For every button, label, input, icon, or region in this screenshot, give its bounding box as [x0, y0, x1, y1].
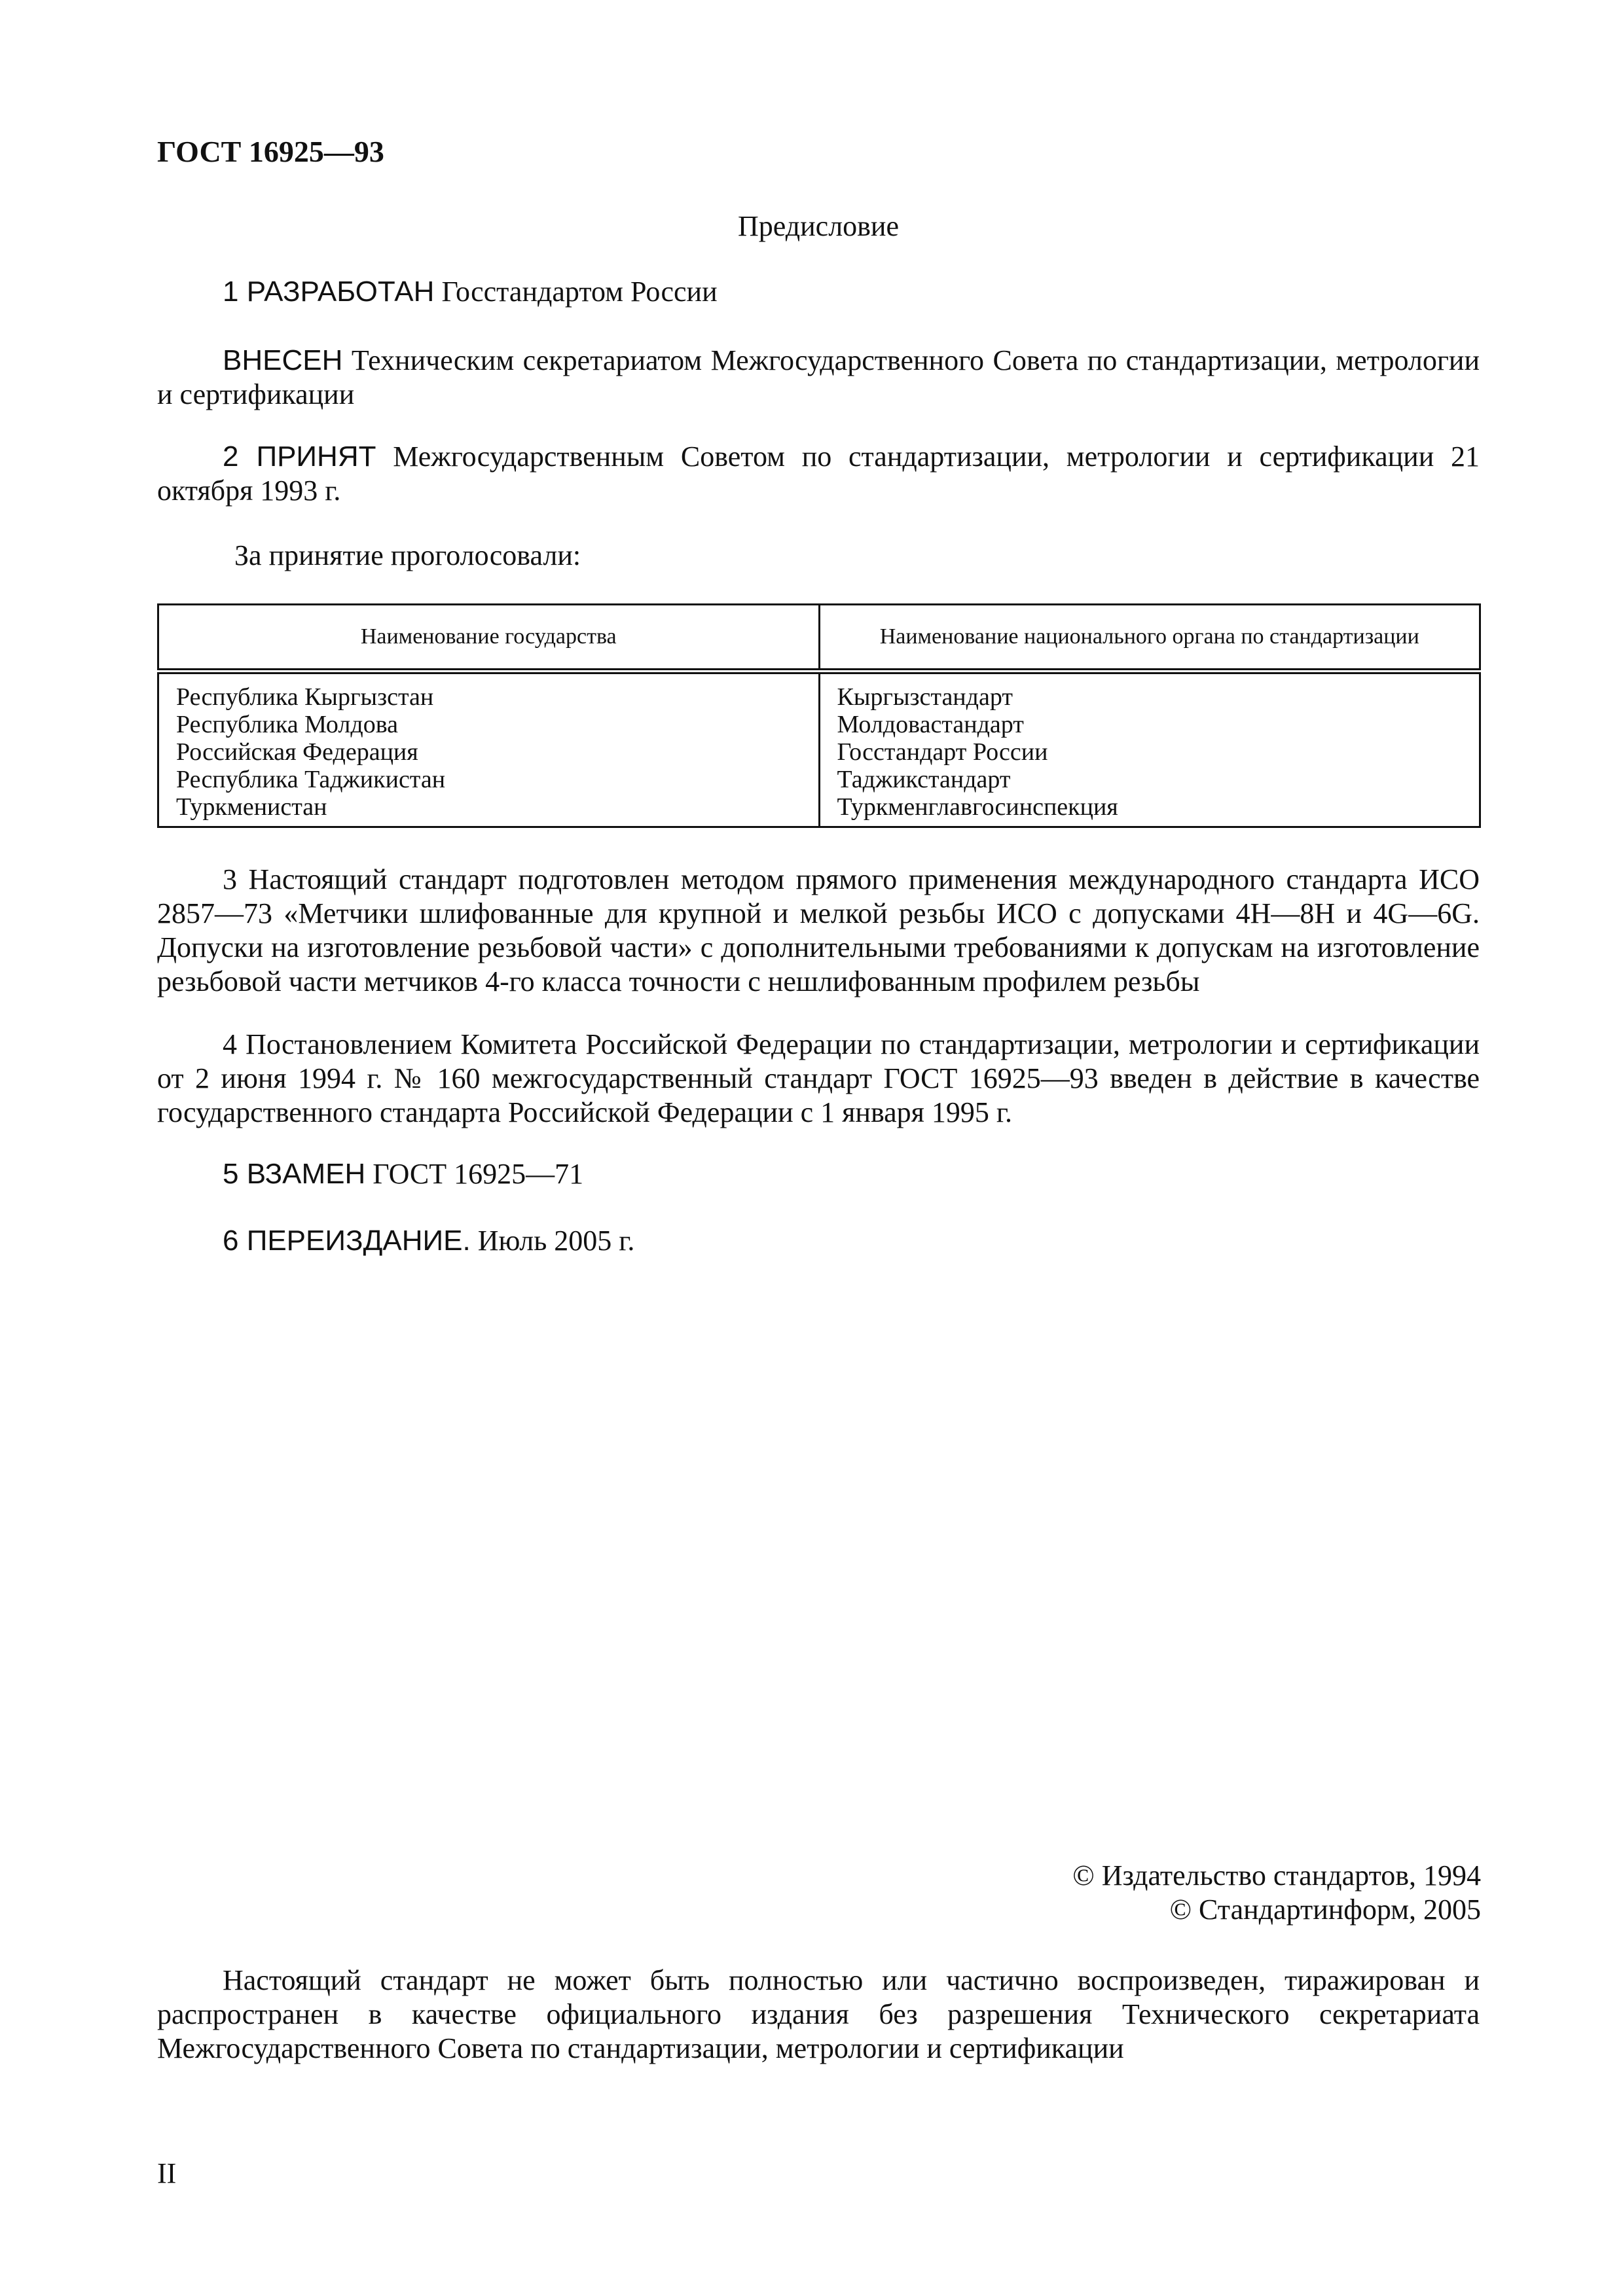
page-number: II: [157, 2157, 177, 2189]
item-5-label: 5 ВЗАМЕН: [223, 1158, 366, 1190]
state-name: Республика Кыргызстан: [176, 683, 434, 711]
item-2-adopted: [157, 440, 1480, 508]
body-name: Госстандарт России: [837, 738, 1048, 766]
body-name: Таджикстандарт: [837, 766, 1011, 793]
introduced-text: Техническим секретариатом Межгосударственного Совета по стандартизации, метрологии и сертификации: [157, 344, 1480, 410]
table-row: [158, 672, 1480, 827]
state-name: Российская Федерация: [176, 738, 418, 766]
state-name: Республика Таджикистан: [176, 766, 446, 793]
body-column-header: Наименование национального органа по стандартизации: [819, 605, 1480, 672]
item-5-text: ГОСТ 16925—71: [365, 1158, 584, 1190]
item-introduced: [157, 344, 1480, 412]
state-name: Туркменистан: [176, 793, 327, 821]
introduced-label: ВНЕСЕН: [223, 344, 343, 376]
copyright-block: [1072, 1859, 1481, 1927]
document-code: ГОСТ 16925—93: [157, 135, 384, 168]
item-6-label: 6 ПЕРЕИЗДАНИЕ.: [223, 1225, 471, 1257]
item-3-method: 3 Настоящий стандарт подготовлен методом прямого применения международного стандарта ИСО 2857—73 «Метчики шлифованные для крупной и мелкой резьбы ИСО с допусками 4Н—8Н и 4G—6G. Допуски на изготовление резьбовой части» с дополнительными требованиями к допускам на изготовление резьбовой части метчиков 4-го класса точности с нешлифованным профилем резьбы: [157, 863, 1480, 997]
item-4-resolution: 4 Постановлением Комитета Российской Федерации по стандартизации, метрологии и сертификации от 2 июня 1994 г. № 160 межгосударственный стандарт ГОСТ 16925—93 введен в действие в качестве государственного стандарта Российской Федерации с 1 января 1995 г.: [157, 1028, 1480, 1128]
item-6-reissue: [157, 1224, 1480, 1258]
voting-states-table: [157, 603, 1481, 828]
item-1-text: Госстандартом России: [434, 276, 718, 308]
foreword-heading: Предисловие: [738, 210, 899, 242]
body-name: Молдовастандарт: [837, 711, 1024, 738]
body-name: Кыргызстандарт: [837, 683, 1013, 711]
state-column-header: Наименование государства: [158, 605, 820, 672]
copyright-line-2: © Стандартинформ, 2005: [1169, 1893, 1481, 1926]
item-2-label: 2 ПРИНЯТ: [223, 440, 376, 473]
reproduction-notice: Настоящий стандарт не может быть полностью или частично воспроизведен, тиражирован и распространен в качестве официального издания без разрешения Технического секретариата Межгосударственного Совета по стандартизации, метрологии и сертификации: [157, 1964, 1480, 2064]
item-2-text: Межгосударственным Советом по стандартизации, метрологии и сертификации 21 октября 1993 г.: [157, 440, 1480, 507]
item-6-text: Июль 2005 г.: [470, 1225, 635, 1257]
body-names-cell: [819, 672, 1480, 827]
voted-line: За принятие проголосовали:: [234, 539, 581, 571]
item-5-replaces: [157, 1157, 1480, 1191]
state-names-cell: [158, 672, 820, 827]
item-1-label: 1 РАЗРАБОТАН: [223, 276, 435, 308]
body-name: Туркменглавгосинспекция: [837, 793, 1118, 821]
table-header-row: [158, 605, 1480, 672]
state-name: Республика Молдова: [176, 711, 399, 738]
item-1-developed: [157, 275, 1480, 309]
copyright-line-1: © Издательство стандартов, 1994: [1072, 1859, 1481, 1892]
